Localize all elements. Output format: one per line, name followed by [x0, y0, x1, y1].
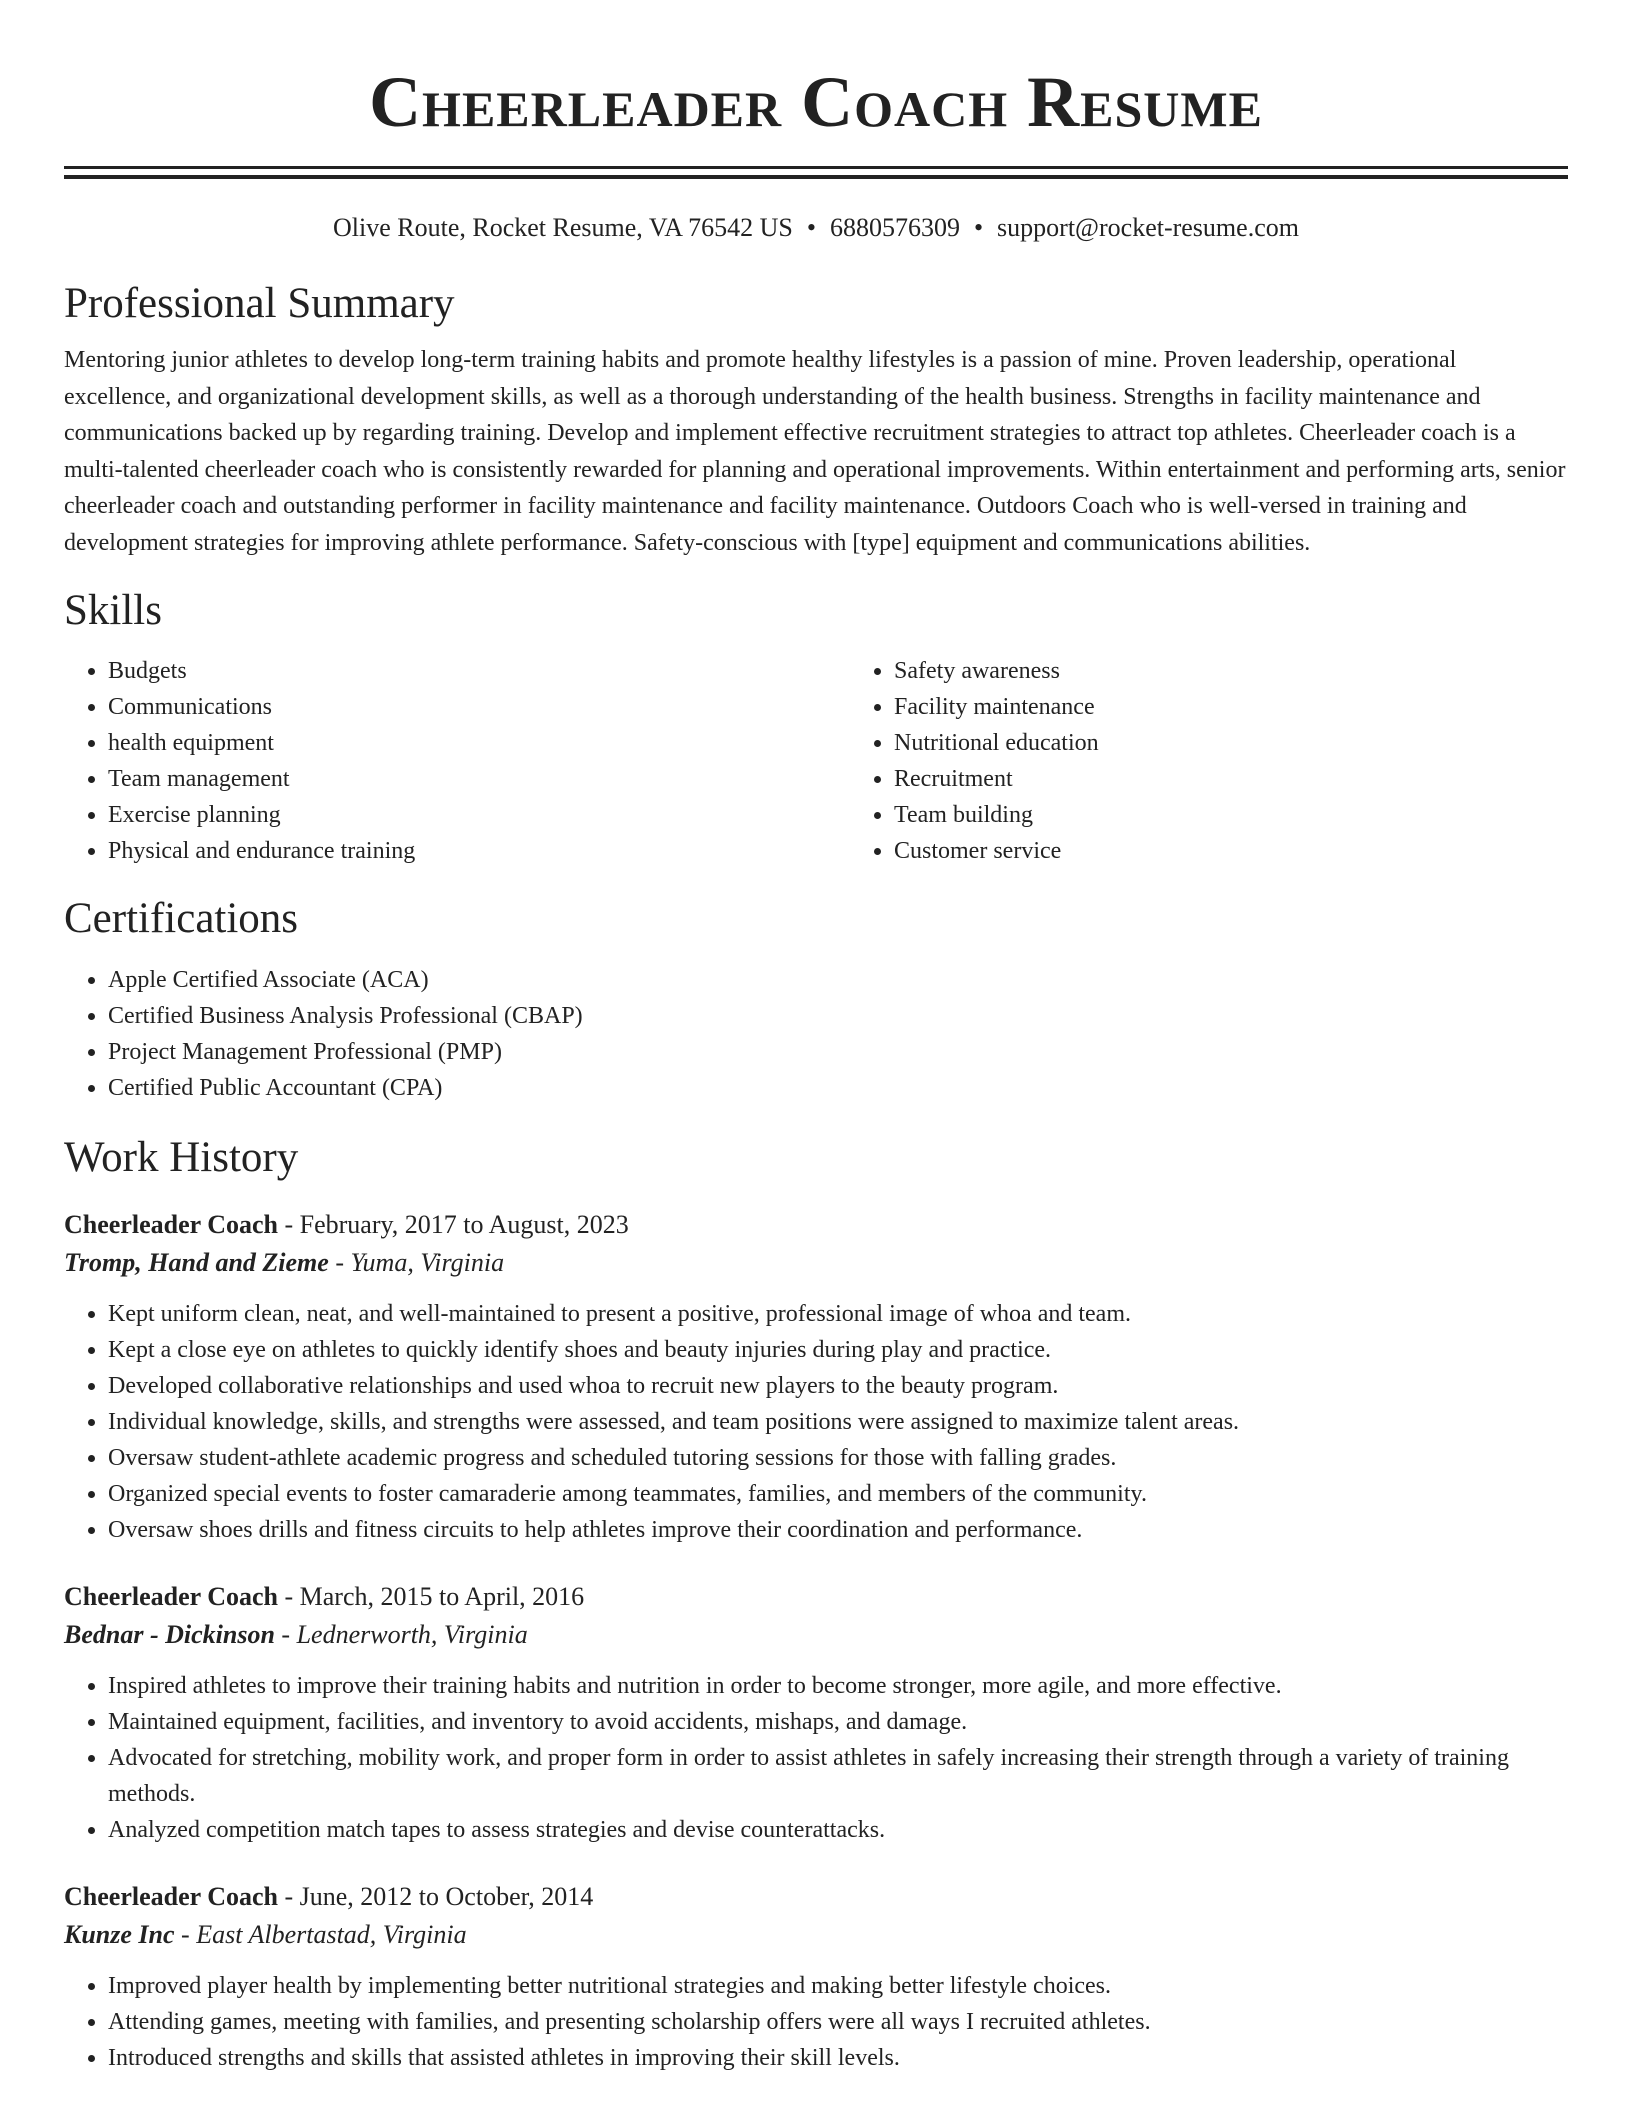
title-divider-bottom: [64, 175, 1568, 179]
skills-heading: Skills: [64, 587, 162, 634]
certification-item: • Project Management Professional (PMP): [108, 1034, 1568, 1070]
job-location: East Albertastad, Virginia: [196, 1920, 467, 1949]
title-divider-top: [64, 166, 1568, 169]
job-bullet: • Inspired athletes to improve their training habits and nutrition in order to become stronger, more agile, and more effective.: [108, 1668, 1568, 1704]
job-bullet: • Individual knowledge, skills, and strengths were assessed, and team positions were assigned to maximize talent areas.: [108, 1404, 1568, 1440]
job-company: Kunze Inc: [64, 1920, 175, 1949]
skill-item: • Facility maintenance: [894, 689, 1632, 725]
job-bullet: • Maintained equipment, facilities, and inventory to avoid accidents, mishaps, and damage.: [108, 1704, 1568, 1740]
job-bullet: • Improved player health by implementing better nutritional strategies and making better lifestyle choices.: [108, 1968, 1568, 2004]
skill-item: • Team management: [108, 761, 850, 797]
job-bullet: • Oversaw student-athlete academic progress and scheduled tutoring sessions for those with falling grades.: [108, 1440, 1568, 1476]
skills-list-right: [850, 653, 1632, 869]
contact-separator: •: [806, 213, 816, 242]
skills-list-left: [64, 653, 850, 869]
job-dates: March, 2015 to April, 2016: [299, 1582, 585, 1611]
certifications-list: [64, 962, 1568, 1106]
job-bullet: • Introduced strengths and skills that assisted athletes in improving their skill levels.: [108, 2040, 1568, 2076]
job-header: Cheerleader Coach - March, 2015 to April, 2016: [64, 1582, 585, 1611]
certification-item: • Apple Certified Associate (ACA): [108, 962, 1568, 998]
job-bullets: [64, 1968, 1568, 2076]
skill-item: • Communications: [108, 689, 850, 725]
job-header: Cheerleader Coach - February, 2017 to August, 2023: [64, 1210, 629, 1239]
skill-item: • Budgets: [108, 653, 850, 689]
certification-item: • Certified Business Analysis Professional (CBAP): [108, 998, 1568, 1034]
certification-item: • Certified Public Accountant (CPA): [108, 1070, 1568, 1106]
job-entry: [64, 1578, 1568, 1848]
skill-item: • Customer service: [894, 833, 1632, 869]
job-location: Lednerworth, Virginia: [296, 1620, 528, 1649]
skill-item: • Team building: [894, 797, 1632, 833]
job-entry: [64, 1878, 1568, 2076]
job-bullet: • Oversaw shoes drills and fitness circuits to help athletes improve their coordination and performance.: [108, 1512, 1568, 1548]
job-title: Cheerleader Coach: [64, 1582, 278, 1611]
skill-item: • Nutritional education: [894, 725, 1632, 761]
job-bullets: [64, 1668, 1568, 1848]
contact-line: [64, 212, 1568, 244]
contact-separator: •: [973, 213, 984, 242]
job-location: Yuma, Virginia: [350, 1248, 505, 1277]
job-bullet: • Advocated for stretching, mobility work, and proper form in order to assist athletes in safely increasing their strength through a variety of training methods.: [108, 1740, 1568, 1812]
summary-text: Mentoring junior athletes to develop long-term training habits and promote healthy lifestyles is a passion of mine. Proven leadership, operational excellence, and organizational development skills, as well as a thorough understanding of the health business. Strengths in facility maintenance and communications backed up by regarding training. Develop and implement effective recruitment strategies to attract top athletes. Cheerleader coach is a multi-talented cheerleader coach who is consistently rewarded for planning and operational improvements. Within entertainment and performing arts, senior cheerleader coach and outstanding performer in facility maintenance and facility maintenance. Outdoors Coach who is well-versed in training and development strategies for improving athlete performance. Safety-conscious with [type] equipment and communications abilities.: [64, 347, 1566, 556]
job-bullet: • Organized special events to foster camaraderie among teammates, families, and members of the community.: [108, 1476, 1568, 1512]
skill-item: • Recruitment: [894, 761, 1632, 797]
contact-email[interactable]: support@rocket-resume.com: [997, 213, 1299, 242]
job-employer: Tromp, Hand and Zieme - Yuma, Virginia: [64, 1248, 505, 1277]
job-company: Tromp, Hand and Zieme: [64, 1248, 329, 1277]
job-header: Cheerleader Coach - June, 2012 to October, 2014: [64, 1882, 594, 1911]
summary-heading: Professional Summary: [64, 280, 455, 327]
certifications-heading: Certifications: [64, 895, 299, 942]
job-title: Cheerleader Coach: [64, 1882, 278, 1911]
contact-phone: 6880576309: [829, 213, 960, 242]
job-bullet: • Kept a close eye on athletes to quickly identify shoes and beauty injuries during play and practice.: [108, 1332, 1568, 1368]
skill-item: • health equipment: [108, 725, 850, 761]
job-bullet: • Kept uniform clean, neat, and well-maintained to present a positive, professional image of whoa and team.: [108, 1296, 1568, 1332]
job-bullet: • Attending games, meeting with families, and presenting scholarship offers were all ways I recruited athletes.: [108, 2004, 1568, 2040]
contact-address: Olive Route, Rocket Resume, VA 76542 US: [333, 213, 793, 242]
skill-item: • Safety awareness: [894, 653, 1632, 689]
job-bullet: • Developed collaborative relationships and used whoa to recruit new players to the beauty program.: [108, 1368, 1568, 1404]
skills-columns: [64, 653, 1568, 869]
skill-item: • Exercise planning: [108, 797, 850, 833]
job-dates: February, 2017 to August, 2023: [299, 1210, 629, 1239]
job-title: Cheerleader Coach: [64, 1210, 278, 1239]
job-entry: [64, 1206, 1568, 1548]
job-bullets: [64, 1296, 1568, 1548]
job-bullet: • Analyzed competition match tapes to assess strategies and devise counterattacks.: [108, 1812, 1568, 1848]
work-history-heading: Work History: [64, 1134, 299, 1181]
job-employer: Bednar - Dickinson - Lednerworth, Virginia: [64, 1620, 528, 1649]
job-employer: Kunze Inc - East Albertastad, Virginia: [64, 1920, 467, 1949]
resume-title: Cheerleader Coach Resume: [369, 62, 1263, 142]
job-dates: June, 2012 to October, 2014: [299, 1882, 594, 1911]
job-company: Bednar - Dickinson: [64, 1620, 275, 1649]
skill-item: • Physical and endurance training: [108, 833, 850, 869]
